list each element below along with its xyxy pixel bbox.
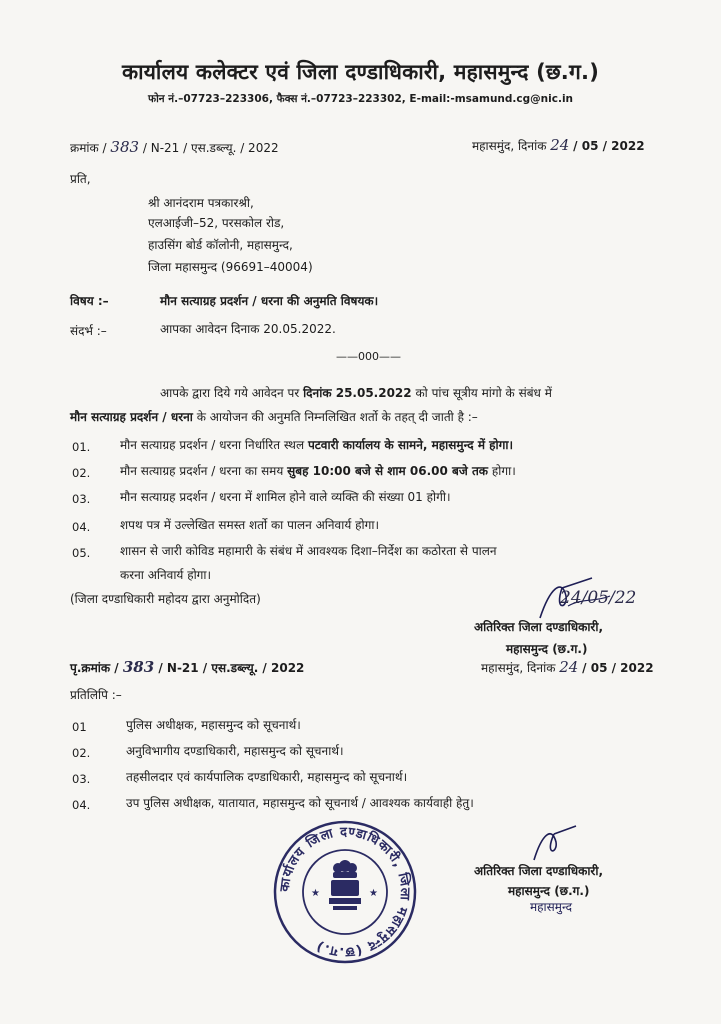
subject-label: विषय :– bbox=[70, 294, 109, 308]
condition-bold-part: पटवारी कार्यालय के सामने, महासमुन्द में होगा। bbox=[307, 438, 514, 452]
body-text: को पांच सूत्रीय मांगो के संबंध में bbox=[415, 386, 552, 400]
condition-number: 01. bbox=[72, 440, 91, 454]
condition-number: 03. bbox=[72, 492, 91, 506]
ref-prefix: क्रमांक / bbox=[70, 141, 107, 155]
ref-suffix: / N-21 / एस.डब्ल्यू. / 2022 bbox=[158, 661, 305, 675]
body-line-1 bbox=[160, 384, 552, 401]
condition-text: शपथ पत्र में उल्लेखित समस्त शर्तो का पालन अनिवार्य होगा। bbox=[120, 518, 379, 532]
date-rest: / 05 / 2022 bbox=[582, 661, 654, 675]
signatory-stamp-line: महासमुन्द bbox=[530, 900, 573, 914]
signature-date-handwritten: 24/05/22 bbox=[560, 588, 637, 608]
contact-line: फोन नं.–07723–223306, फैक्स नं.–07723–223302, E-mail:-msamund.cg@nic.in bbox=[147, 93, 574, 105]
addressee-line: जिला महासमुन्द (96691–40004) bbox=[148, 260, 313, 274]
section-divider: ——000—— bbox=[336, 350, 401, 363]
condition-text bbox=[120, 436, 513, 453]
ref-prefix: पृ.क्रमांक / bbox=[70, 661, 119, 675]
subject-text: मौन सत्याग्रह प्रदर्शन / धरना की अनुमति विषयक। bbox=[160, 294, 379, 308]
ref-date-2 bbox=[481, 658, 654, 676]
office-title: कार्यालय कलेक्टर एवं जिला दण्डाधिकारी, महासमुन्द (छ.ग.) bbox=[121, 60, 599, 84]
ref-handwritten-number: 383 bbox=[110, 138, 140, 156]
condition-text: शासन से जारी कोविड महामारी के संबंध में आवश्यक दिशा–निर्देश का कठोरता से पालन bbox=[120, 544, 497, 558]
signatory-title: अतिरिक्त जिला दण्डाधिकारी, bbox=[474, 620, 604, 634]
addressee-line: श्री आनंदराम पत्रकारश्री, bbox=[148, 196, 254, 210]
body-text: आपके द्वारा दिये गये आवेदन पर bbox=[160, 386, 300, 400]
copy-item-number: 04. bbox=[72, 798, 91, 812]
condition-number: 05. bbox=[72, 546, 91, 560]
condition-text bbox=[120, 462, 516, 479]
condition-text: मौन सत्याग्रह प्रदर्शन / धरना में शामिल होने वाले व्यक्ति की संख्या 01 होगी। bbox=[120, 490, 451, 504]
date-place: महासमुंद, दिनांक bbox=[481, 661, 556, 675]
svg-text:★: ★ bbox=[311, 888, 320, 899]
copy-item-number: 02. bbox=[72, 746, 91, 760]
svg-text:★: ★ bbox=[369, 888, 378, 899]
ref-number-1 bbox=[70, 138, 279, 156]
condition-part: मौन सत्याग्रह प्रदर्शन / धरना का समय bbox=[120, 464, 284, 478]
condition-number: 04. bbox=[72, 520, 91, 534]
signatory-place: महासमुन्द (छ.ग.) bbox=[508, 884, 590, 898]
signatory-title: अतिरिक्त जिला दण्डाधिकारी, bbox=[474, 864, 604, 878]
body-text: के आयोजन की अनुमति निम्नलिखित शर्तो के तहत् दी जाती है :– bbox=[196, 410, 478, 424]
addressee-line: हाउसिंग बोर्ड कॉलोनी, महासमुन्द, bbox=[148, 238, 293, 252]
approval-note: (जिला दण्डाधिकारी महोदय द्वारा अनुमोदित) bbox=[70, 592, 261, 606]
reference-text: आपका आवेदन दिनाक 20.05.2022. bbox=[160, 322, 336, 336]
addressee-line: एलआईजी–52, परसकोल रोड, bbox=[148, 216, 285, 230]
condition-text-cont: करना अनिवार्य होगा। bbox=[120, 568, 212, 582]
body-date-bold: दिनांक 25.05.2022 bbox=[303, 386, 412, 400]
copy-label: प्रतिलिपि :– bbox=[70, 688, 122, 702]
ref-date-1 bbox=[472, 136, 645, 154]
ref-suffix: / N-21 / एस.डब्ल्यू. / 2022 bbox=[142, 141, 279, 155]
date-day-handwritten: 24 bbox=[550, 136, 570, 154]
copy-item-text: तहसीलदार एवं कार्यपालिक दण्डाधिकारी, महासमुन्द को सूचनार्थ। bbox=[126, 770, 408, 784]
ref-number-2 bbox=[70, 658, 304, 676]
copy-item-number: 03. bbox=[72, 772, 91, 786]
signatory-place: महासमुन्द (छ.ग.) bbox=[506, 642, 588, 656]
body-line-2 bbox=[70, 408, 478, 425]
copy-item-text: उप पुलिस अधीक्षक, यातायात, महासमुन्द को सूचनार्थ / आवश्यक कार्यवाही हेतु। bbox=[126, 796, 474, 810]
office-seal bbox=[271, 818, 419, 966]
condition-number: 02. bbox=[72, 466, 91, 480]
copy-item-text: पुलिस अधीक्षक, महासमुन्द को सूचनार्थ। bbox=[126, 718, 301, 732]
date-place: महासमुंद, दिनांक bbox=[472, 139, 547, 153]
condition-part: होगा। bbox=[491, 464, 516, 478]
ref-handwritten-number: 383 bbox=[122, 658, 155, 676]
reference-label: संदर्भ :– bbox=[70, 324, 107, 338]
body-bold-text: मौन सत्याग्रह प्रदर्शन / धरना bbox=[70, 410, 193, 424]
condition-part: मौन सत्याग्रह प्रदर्शन / धरना निर्धारित स्थल bbox=[120, 438, 305, 452]
condition-bold-part: सुबह 10:00 बजे से शाम 06.00 बजे तक bbox=[287, 464, 489, 478]
to-label: प्रति, bbox=[70, 172, 91, 186]
copy-item-number: 01 bbox=[72, 720, 87, 734]
date-day-handwritten: 24 bbox=[559, 658, 579, 676]
date-rest: / 05 / 2022 bbox=[573, 139, 645, 153]
copy-item-text: अनुविभागीय दण्डाधिकारी, महासमुन्द को सूचनार्थ। bbox=[126, 744, 344, 758]
national-emblem-icon bbox=[329, 860, 361, 910]
svg-text:कार्यालय जिला दण्डाधिकारी, जिल: कार्यालय जिला दण्डाधिकारी, जिला महासमुन्द (छ.ग.) bbox=[277, 824, 413, 960]
